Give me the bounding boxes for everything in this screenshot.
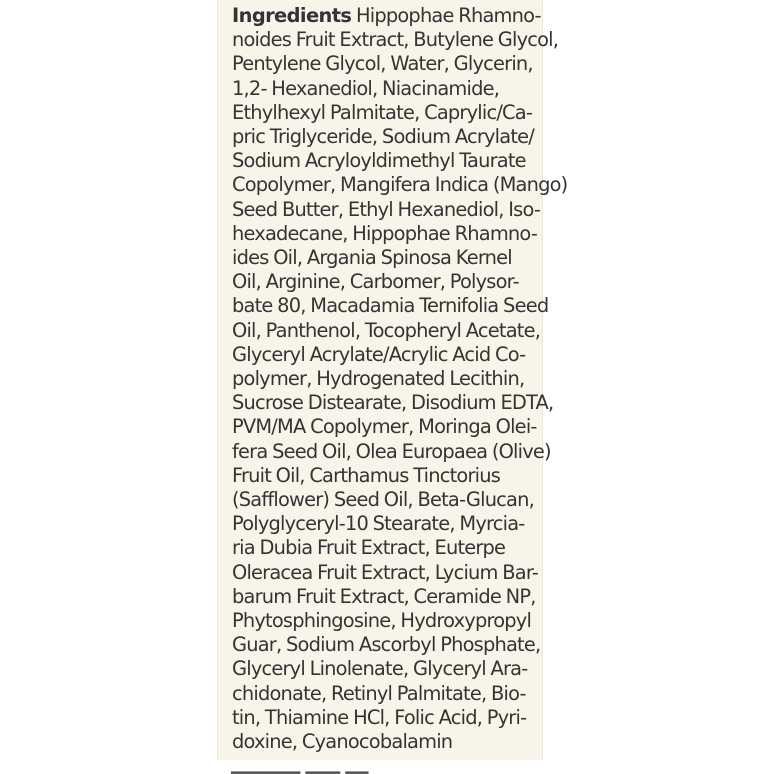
- ingredients-line: PVM/MA Copolymer, Moringa Olei-: [232, 415, 537, 439]
- ingredients-line-text: Hippophae Rhamno-: [355, 4, 541, 27]
- ingredients-line: Glyceryl Acrylate/Acrylic Acid Co-: [232, 342, 526, 366]
- ingredients-line: Oil, Panthenol, Tocopheryl Acetate,: [232, 318, 541, 342]
- ingredients-line: ides Oil, Argania Spinosa Kernel: [232, 246, 512, 270]
- ingredients-line: Polyglyceryl-10 Stearate, Myrcia-: [232, 512, 525, 536]
- ingredients-line: polymer, Hydrogenated Lecithin,: [232, 367, 525, 391]
- ingredients-line: Oleracea Fruit Extract, Lycium Bar-: [232, 560, 539, 584]
- ingredients-line: chidonate, Retinyl Palmitate, Bio-: [232, 681, 526, 705]
- ingredients-line: Glyceryl Linolenate, Glyceryl Ara-: [232, 657, 528, 681]
- ingredients-line: Sodium Acryloyldimethyl Taurate: [232, 149, 526, 173]
- ingredients-line: doxine, Cyanocobalamin: [232, 730, 453, 754]
- ingredients-line: Oil, Arginine, Carbomer, Polysor-: [232, 270, 519, 294]
- cropped-text-fragment: ▁▁▁▁▁▁ ▁▁▁ ▁▁: [231, 756, 369, 774]
- ingredients-line: pric Triglyceride, Sodium Acrylate/: [232, 125, 535, 149]
- ingredients-line: barum Fruit Extract, Ceramide NP,: [232, 584, 536, 608]
- ingredients-line: Copolymer, Mangifera Indica (Mango): [232, 173, 568, 197]
- ingredients-line: Seed Butter, Ethyl Hexanediol, Iso-: [232, 197, 541, 221]
- ingredients-line: Pentylene Glycol, Water, Glycerin,: [232, 52, 533, 76]
- ingredients-line: ria Dubia Fruit Extract, Euterpe: [232, 536, 506, 560]
- ingredients-list: [232, 4, 568, 754]
- ingredients-line: [232, 4, 541, 28]
- ingredients-line: (Safflower) Seed Oil, Beta-Glucan,: [232, 488, 534, 512]
- ingredients-line: Sucrose Distearate, Disodium EDTA,: [232, 391, 554, 415]
- ingredients-line: Fruit Oil, Carthamus Tinctorius: [232, 463, 501, 487]
- ingredients-label-panel: [217, 0, 568, 774]
- ingredients-line: 1,2- Hexanediol, Niacinamide,: [232, 76, 500, 100]
- ingredients-line: tin, Thiamine HCl, Folic Acid, Pyri-: [232, 705, 527, 729]
- ingredients-line: Phytosphingosine, Hydroxypropyl: [232, 609, 532, 633]
- ingredients-line: hexadecane, Hippophae Rhamno-: [232, 221, 538, 245]
- ingredients-line: bate 80, Macadamia Ternifolia Seed: [232, 294, 549, 318]
- ingredients-line: noides Fruit Extract, Butylene Glycol,: [232, 28, 559, 52]
- ingredients-heading: Ingredients: [232, 4, 352, 27]
- ingredients-line: fera Seed Oil, Olea Europaea (Olive): [232, 439, 551, 463]
- ingredients-line: Ethylhexyl Palmitate, Caprylic/Ca-: [232, 100, 533, 124]
- ingredients-line: Guar, Sodium Ascorbyl Phosphate,: [232, 633, 541, 657]
